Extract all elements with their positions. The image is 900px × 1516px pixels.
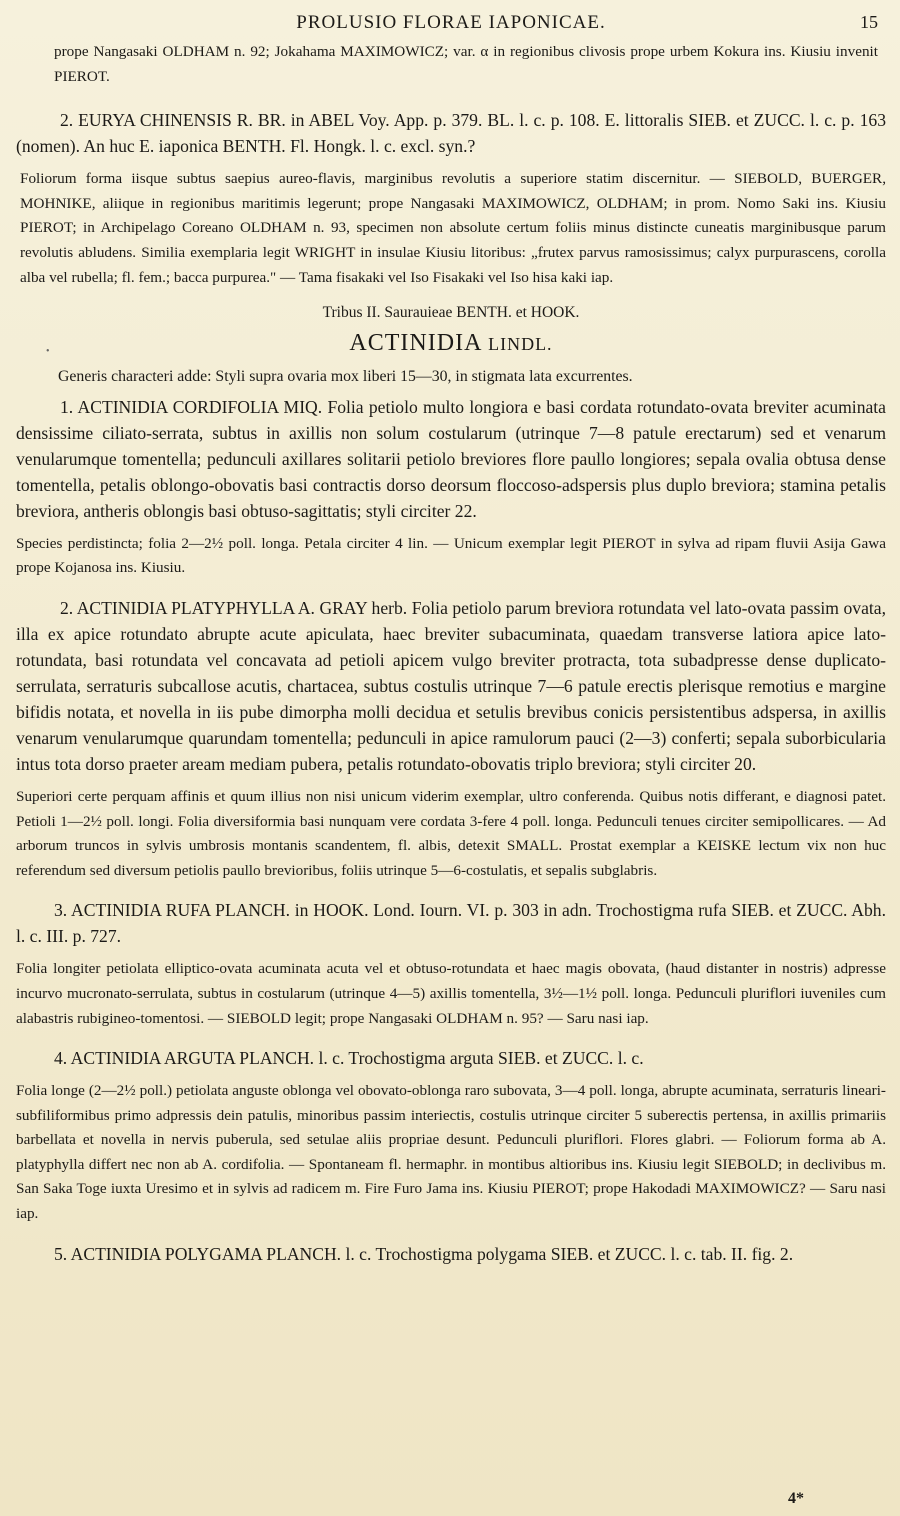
- species5-heading: 5. ACTINIDIA POLYGAMA PLANCH. l. c. Trochostigma polygama SIEB. et ZUCC. l. c. tab. II. fig. 2.: [54, 1243, 794, 1264]
- page-header: [16, 10, 886, 40]
- species4-note: Folia longe (2—2½ poll.) petiolata anguste oblonga vel obovato-oblonga raro subovata, 3—4 poll. longa, abrupte acuminata, serraturis lineari-subfiliformibus primo adpressis dein patulis, minoribus passim interiectis, costulis utrinque circiter 5 suberectis pertensa, in axillis primariis barbellata et novella in nervis puberula, sed setulae aliis propriae desunt. Pedunculi pluriflori. Flores glabri. — Foliorum forma ab A. platyphylla differt nec non ab A. cordifolia. — Spontaneam fl. hermaphr. in montibus altioribus ins. Kiusiu legit SIEBOLD; in declivibus m. San Saka Toge iuxta Uresimo et in sylvis ad radicem m. Fire Furo Jama ins. Kiusiu PIEROT; prope Hakodadi MAXIMOWICZ? — Saru nasi iap.: [16, 1082, 886, 1223]
- species2-diagnosis: 2. ACTINIDIA PLATYPHYLLA A. GRAY herb. Folia petiolo parum breviora rotundata vel lato-ovata passim ovata, illa ex apice rotundato abrupte acute apiculata, haec breviter subacuminata, quaedam transverse latiora apice lato-rotundata, basi rotundata vel concavata ad petioli apicem vulgo breviter protracta, tota subadpresse dense duplicato-serrulata, serraturis subcallose acutis, chartacea, subtus costulis utrinque 7—6 patule erectis plerisque remotius e margine bifidis notata, et novella in iis pube dimorpha molli decidua et setulis brevibus conicis persistentibus adspersa, in axillis venarum venularumque quarundam tomentella; pedunculi in apice ramulorum pauci (2—3) conferti; sepala suborbicularia intus tota dorso praeter aream mediam pubera, petalis rotundato-obovatis triplo breviora; styli circiter 20.: [16, 597, 886, 774]
- species4-heading: 4. ACTINIDIA ARGUTA PLANCH. l. c. Trochostigma arguta SIEB. et ZUCC. l. c.: [54, 1048, 644, 1069]
- tribus-heading: Tribus II. Saurauieae BENTH. et HOOK.: [322, 304, 580, 322]
- eurya-note: Foliorum forma iisque subtus saepius aureo-flavis, marginibus revolutis a superiore statim discernitur. — SIEBOLD, BUERGER, MOHNIKE, aliique in regionibus maritimis legerunt; prope Nangasaki MAXIMOWICZ, OLDHAM; in prom. Nomo Saki ins. Kiusiu PIEROT; in Archipelago Coreano OLDHAM n. 93, specimen non absolute certum foliis minus distincte cuneatis marginibusque parum revolutis abludens. Similia exemplaria legit WRIGHT in insulae Kiusiu litoribus: „frutex parvus ramosissimus; calyx purpurascens, corolla alba vel rubella; fl. fem.; bacca purpurea." — Tama fisakaki vel Iso Fisakaki vel Iso hisa kaki iap.: [20, 170, 886, 286]
- species3-heading: 3. ACTINIDIA RUFA PLANCH. in HOOK. Lond. Iourn. VI. p. 303 in adn. Trochostigma rufa SIEB. et ZUCC. Abh. l. c. III. p. 727.: [16, 900, 886, 947]
- genus-name: ACTINIDIA: [349, 330, 482, 357]
- species3-note: Folia longiter petiolata elliptico-ovata acuminata acuta vel et obtuso-rotundata et haec magis obovata, (haud distanter in nostris) adpresse incurvo mucronato-serrulata, subtus in costularum (utrinque 4—5) axillis tomentella, 3½—1½ poll. longa. Pedunculi pluriflori iuveniles cum alabastris rubigineo-tomentosi. — SIEBOLD legit; prope Nangasaki OLDHAM n. 95? — Saru nasi iap.: [16, 960, 886, 1027]
- species2-note: Superiori certe perquam affinis et quum illius non nisi unicum viderim exemplar, ultro conferenda. Quibus notis differant, e diagnosi patet. Petioli 1—2½ poll. longi. Folia diversiformia basi nunquam vere cordata 3-fere 4 poll. longa. Pedunculi tenues circiter semipollicares. — Ad arborum truncos in sylvis umbrosis montanis scandentem, fl. albis, detexit SMALL. Prostat exemplar a KEISKE lectum vix non huc referendum sed diversum petiolis paullo brevioribus, foliis utrinque 5—6-costulatis, et sepalis subglabris.: [16, 787, 886, 879]
- signature-mark: 4*: [788, 1490, 804, 1507]
- running-title: PROLUSIO FLORAE IAPONICAE.: [296, 12, 606, 33]
- stray-mark: •: [46, 346, 50, 357]
- eurya-heading: 2. EURYA CHINENSIS R. BR. in ABEL Voy. App. p. 379. BL. l. c. p. 108. E. littoralis SIEB. et ZUCC. l. c. p. 163 (nomen). An huc E. iaponica BENTH. Fl. Hongk. l. c. excl. syn.?: [16, 110, 886, 157]
- species1-note: Species perdistincta; folia 2—2½ poll. longa. Petala circiter 4 lin. — Unicum exemplar legit PIEROT in sylva ad ripam fluvii Asija Gawa prope Kojanosa ins. Kiusiu.: [16, 534, 886, 577]
- genus-heading: [16, 330, 886, 357]
- continued-paragraph: prope Nangasaki OLDHAM n. 92; Jokahama MAXIMOWICZ; var. α in regionibus clivosis prope urbem Kokura ins. Kiusiu invenit PIEROT.: [54, 43, 878, 85]
- species1-diagnosis: 1. ACTINIDIA CORDIFOLIA MIQ. Folia petiolo multo longiora e basi cordata rotundato-ovata breviter acuminata densissime ciliato-serrata, subtus in axillis non solum costularum (utrinque 7—8 patule erectarum) sed et venarum venularumque tomentella; pedunculi axillares solitarii petiolo breviores flore paullo longiores; sepala ovalia obtusa dense tomentella, petalis oblongo-obovatis basi contractis dorso deorsum floccoso-adspersis plus duplo breviora; stamina petalis breviora, antheris oblongis basi obtuso-sagittatis; styli circiter 22.: [16, 396, 886, 521]
- page-number: 15: [860, 12, 878, 32]
- genus-author: LINDL.: [488, 334, 553, 355]
- generis-note: Generis characteri adde: Styli supra ovaria mox liberi 15—30, in stigmata lata excurrentes.: [58, 368, 633, 386]
